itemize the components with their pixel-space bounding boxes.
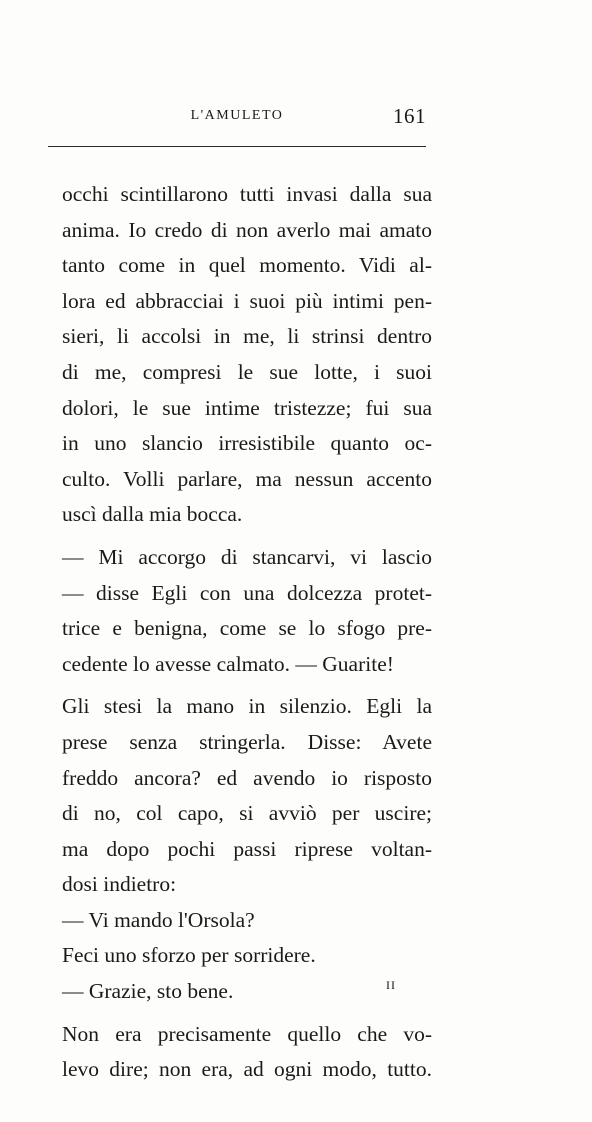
text-line: prese senza stringerla. Disse: Avete: [62, 729, 432, 754]
running-title: L'AMULETO: [190, 108, 284, 123]
text-line: sieri, li accolsi in me, li strinsi dentro: [62, 324, 432, 349]
running-head: [48, 104, 426, 132]
text-line: dolori, le sue intime tristezze; fui sua: [62, 395, 432, 420]
text-line: — Mi accorgo di stancarvi, vi lascio: [62, 544, 432, 569]
text-line: tanto come in quel momento. Vidi al-: [62, 253, 432, 278]
text-line: — Vi mando l'Orsola?: [62, 907, 255, 932]
text-line: occhi scintillarono tutti invasi dalla sua: [62, 182, 432, 206]
text-line: lora ed abbracciai i suoi più intimi pen-: [62, 288, 432, 313]
header-rule: [48, 146, 426, 147]
text-line: in uno slancio irresistibile quanto oc-: [62, 431, 432, 456]
text-line: anima. Io credo di non averlo mai amato: [62, 217, 432, 242]
text-line: levo dire; non era, ad ogni modo, tutto.: [62, 1057, 432, 1082]
text-line: — disse Egli con una dolcezza protet-: [62, 580, 432, 605]
text-line: uscì dalla mia bocca.: [62, 502, 243, 527]
text-line: di me, compresi le sue lotte, i suoi: [62, 359, 432, 384]
text-line: Feci uno sforzo per sorridere.: [62, 943, 316, 968]
page-number: 161: [393, 104, 426, 128]
text-line: ma dopo pochi passi riprese voltan-: [62, 836, 432, 861]
text-line: cedente lo avesse calmato. — Guarite!: [62, 651, 394, 676]
text-line: freddo ancora? ed avendo io risposto: [62, 765, 432, 790]
body-text: [62, 177, 432, 1088]
text-line: trice e benigna, come se lo sfogo pre-: [62, 616, 432, 641]
signature-mark: II: [386, 978, 396, 992]
text-line: culto. Volli parlare, ma nessun accento: [62, 466, 432, 491]
text-line: — Grazie, sto bene.: [62, 979, 234, 1004]
text-line: dosi indietro:: [62, 872, 177, 897]
text-line: Gli stesi la mano in silenzio. Egli la: [62, 694, 432, 719]
text-line: di no, col capo, si avviò per uscire;: [62, 801, 432, 826]
text-line: Non era precisamente quello che vo-: [62, 1021, 432, 1046]
